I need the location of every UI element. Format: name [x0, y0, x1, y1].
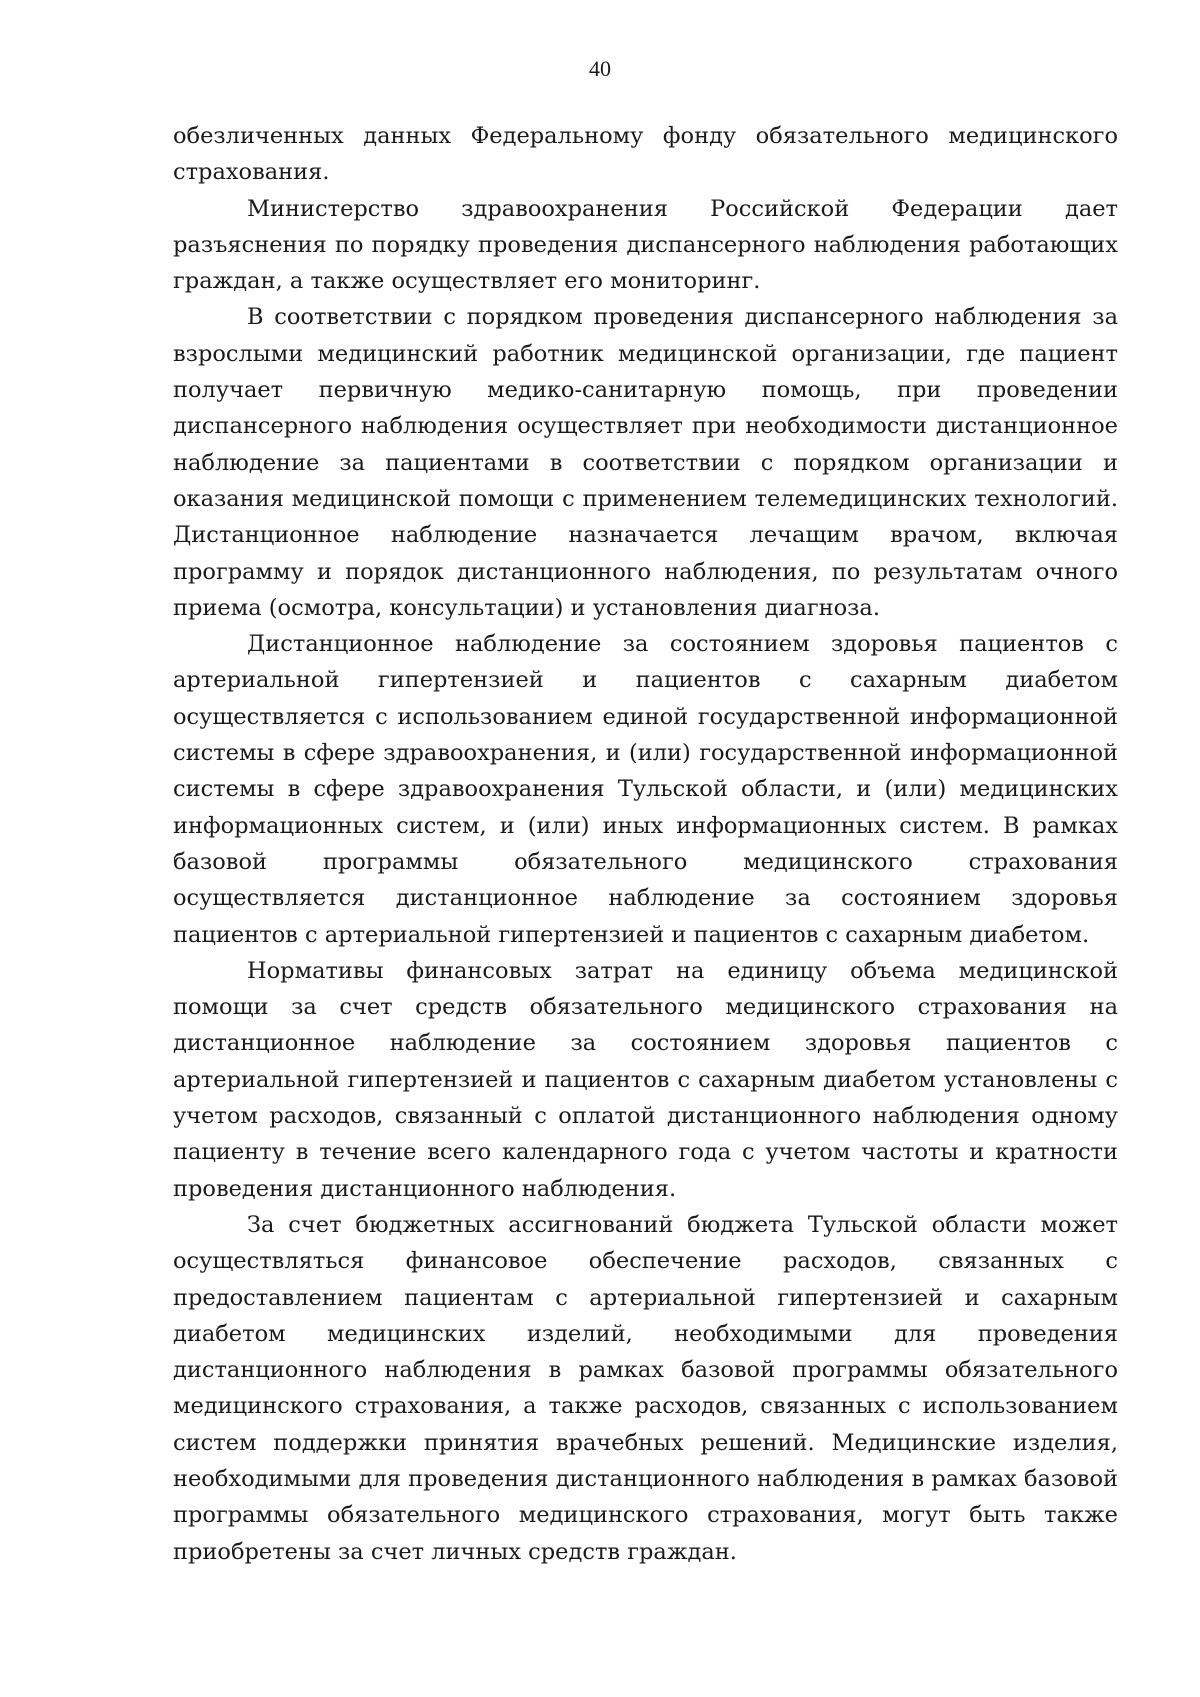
paragraph-remote-monitoring-order: В соответствии с порядком проведения диспансерного наблюдения за взрослыми медицинский работник медицинской организации, где пациент получает первичную медико-санитарную помощь, при проведении диспансерного наблюдения осуществляет при необходимости дистанционное наблюдение за пациентами в соответствии с порядком организации и оказания медицинской помощи с применением телемедицинских технологий. Дистанционное наблюдение назначается лечащим врачом, включая программу и порядок дистанционного наблюдения, по результатам очного приема (осмотра, консультации) и установления диагноза. — [173, 304, 1118, 621]
page-number: 40 — [589, 56, 611, 81]
paragraph-regional-budget: За счет бюджетных ассигнований бюджета Тульской области может осуществляться финансовое обеспечение расходов, связанных с предоставлением пациентам с артериальной гипертензией и сахарным диабетом медицинских изделий, необходимыми для проведения дистанционного наблюдения в рамках базовой программы обязательного медицинского страхования, а также расходов, связанных с использованием систем поддержки принятия врачебных решений. Медицинские изделия, необходимыми для проведения дистанционного наблюдения в рамках базовой программы обязательного медицинского страхования, могут быть также приобретены за счет личных средств граждан. — [173, 1211, 1118, 1565]
paragraph-financial-standards: Нормативы финансовых затрат на единицу объема медицинской помощи за счет средств обязательного медицинского страхования на дистанционное наблюдение за состоянием здоровья пациентов с артериальной гипертензией и пациентов с сахарным диабетом установлены с учетом расходов, связанный с оплатой дистанционного наблюдения одному пациенту в течение всего календарного года с учетом частоты и кратности проведения дистанционного наблюдения. — [173, 957, 1118, 1202]
paragraph-continuation: обезличенных данных Федеральному фонду обязательного медицинского страхования. — [173, 123, 1118, 186]
paragraph-ministry-clarifications: Министерство здравоохранения Российской Федерации дает разъяснения по порядку проведения диспансерного наблюдения работающих граждан, а также осуществляет его мониторинг. — [173, 195, 1118, 295]
paragraph-remote-monitoring-systems: Дистанционное наблюдение за состоянием здоровья пациентов с артериальной гипертензией и пациентов с сахарным диабетом осуществляется с использованием единой государственной информационной системы в сфере здравоохранения, и (или) государственной информационной системы в сфере здравоохранения Тульской области, и (или) медицинских информационных систем, и (или) иных информационных систем. В рамках базовой программы обязательного медицинского страхования осуществляется дистанционное наблюдение за состоянием здоровья пациентов с артериальной гипертензией и пациентов с сахарным диабетом. — [173, 631, 1118, 948]
body-text — [173, 118, 1118, 1570]
